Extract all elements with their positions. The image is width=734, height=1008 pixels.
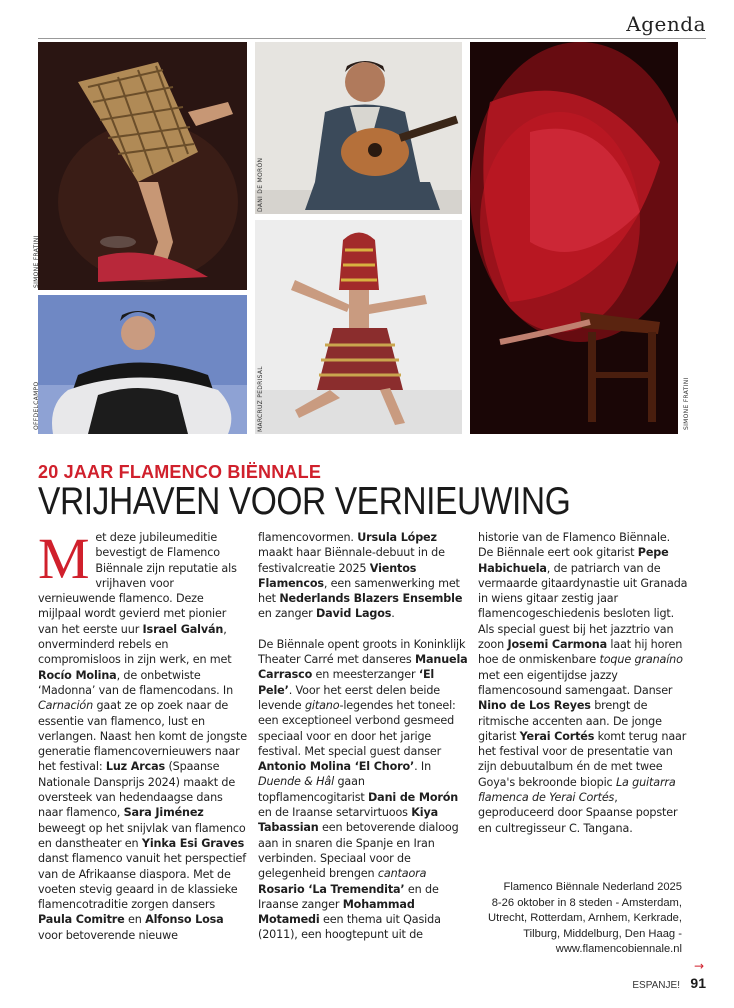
- article-column-1: Met deze jubileumeditie bevestigt de Flamenco Biënnale zijn reputatie als vrijhaven voor vernieuwende flamenco. Deze mijlpaal wordt gevierd met pionier van het eerste uur Israel Galván, onverminderd rebels en compromisloos in zijn werk, en met Rocío Molina, de onbetwiste ‘Madonna’ van de flamencodans. In Carnación gaat ze op zoek naar de essentie van flamenco, lust en verlangen. Naast hen komt de jongste generatie flamencovernieuwers naar het festival: Luz Arcas (Spaanse Nationale Dansprijs 2024) maakt de oversteek van hedendaagse dans naar flamenco, Sara Jiménez beweegt op het snijvlak van flamenco en danstheater en Yinka Esi Graves danst flamenco vanuit het perspectief van de Afrikaanse diaspora. Met de voeten stevig geaard in de klassieke flamencotraditie zorgen dansers Paula Comitre en Alfonso Losa voor betoverende nieuwe: [38, 526, 247, 942]
- event-website-link[interactable]: www.flamencobiennale.nl: [555, 943, 682, 955]
- page-number: 91: [690, 975, 706, 991]
- arrow-right-icon: →: [693, 959, 704, 973]
- photo-dancer-sky: [38, 295, 247, 434]
- photo-masked-dancer: [255, 220, 462, 434]
- photo-credit: SIMONE FRATINI: [33, 235, 40, 288]
- photo-credit: MARCRUZ PEDRISAL: [257, 366, 264, 432]
- event-info: [488, 880, 682, 958]
- magazine-name: ESPANJE!: [632, 980, 680, 991]
- photo-credit: OFFDELCAMPO: [33, 381, 40, 430]
- drop-cap: M: [38, 526, 90, 591]
- event-info-line: Utrecht, Rotterdam, Arnhem, Kerkrade,: [488, 912, 682, 924]
- photo-red-dancer: [470, 42, 678, 434]
- photo-credit: DANI DE MORÓN: [257, 157, 264, 212]
- article-column-3: historie van de Flamenco Biënnale. De Biënnale eert ook gitarist Pepe Habichuela, de patriarch van de vermaarde gitaardynastie uit Granada in wiens gitaar zestig jaar flamencogeschiedenis besloten ligt. Als special guest bij het jazztrio van zoon Josemi Carmona laat hij horen hoe de onmiskenbare toque granaíno met een eigentijdse jazzy flamencosound samengaat. Danser Nino de Los Reyes brengt de ritmische accenten aan. De jonge gitarist Yerai Cortés komt terug naar het festival voor de presentatie van zijn debuutalbum én de met twee Goya's bekroonde biopic La guitarra flamenca de Yerai Cortés, geproduceerd door Spaanse popster en cultregisseur C. Tangana.: [478, 531, 688, 835]
- event-info-line: Flamenco Biënnale Nederland 2025: [503, 881, 682, 893]
- event-info-line: 8-26 oktober in 8 steden - Amsterdam,: [491, 896, 682, 909]
- section-label: Agenda: [626, 12, 706, 36]
- section-rule: [38, 38, 706, 39]
- event-info-line: Tilburg, Middelburg, Den Haag -: [523, 927, 682, 940]
- photo-credit: SIMONE FRATINI: [683, 377, 690, 430]
- photo-guitarist: [255, 42, 462, 214]
- article-column-2: flamencovormen. Ursula López maakt haar Biënnale-debuut in de festivalcreatie 2025 Vientos Flamencos, een samenwerking met het Nederlands Blazers Ensemble en zanger David Lagos. De Biënnale opent groots in Koninklijk Theater Carré met danseres Manuela Carrasco en meesterzanger ‘El Pele’. Voor het eerst delen beide levende gitano-legendes het toneel: een exceptioneel verbond gesmeed speciaal voor en door het jarige festival. Met special guest danser Antonio Molina ‘El Choro’. In Duende & Hâl gaan topflamencogitarist Dani de Morón en de Iraanse setarvirtuoos Kiya Tabassian een betoverende dialoog aan in snaren die Spanje en Iran verbinden. Speciaal voor de gelegenheid brengen cantaora Rosario ‘La Tremendita’ en de Iraanse zanger Mohammad Motamedi een thema uit Qasida (2011), een hoogtepunt uit de: [258, 531, 468, 942]
- article-headline: VRIJHAVEN VOOR VERNIEUWING: [38, 480, 571, 523]
- photo-basket-dancer: [38, 42, 247, 290]
- article-kicker: 20 JAAR FLAMENCO BIËNNALE: [38, 462, 322, 482]
- page-footer: [632, 975, 706, 993]
